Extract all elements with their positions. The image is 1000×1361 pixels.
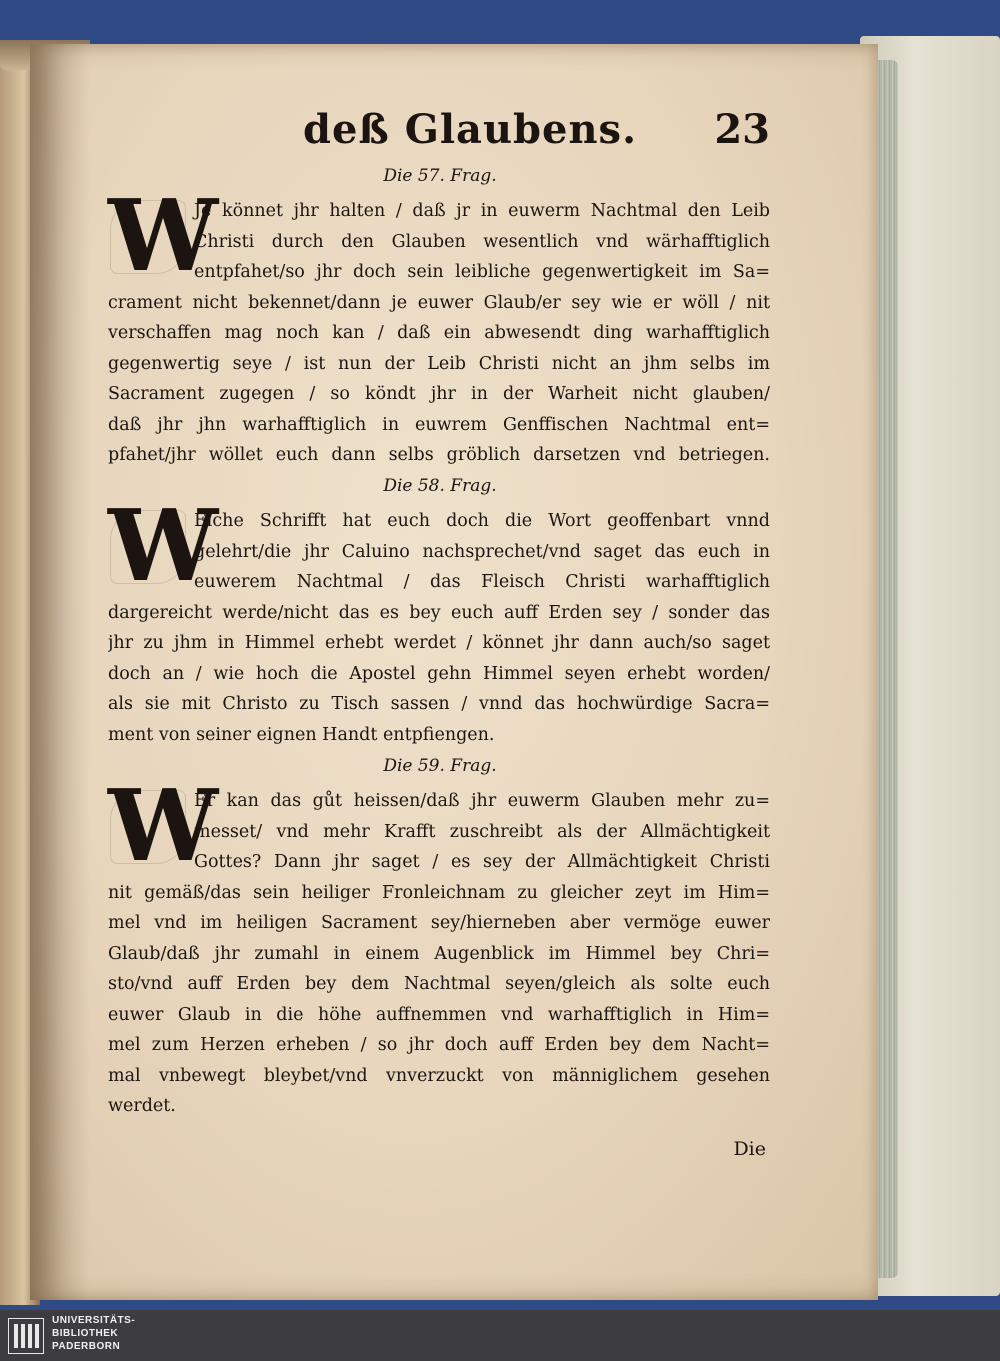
question-heading: Die 58. Frag. [383, 476, 497, 496]
catchword: Die [733, 1138, 766, 1160]
text-line: pfahet/jhr wöllet euch dann selbs gröblich darsetzen vnd betriegen. [108, 445, 770, 465]
text-line: messet/ vnd mehr Krafft zuschreibt als der Allmächtigkeit [194, 821, 770, 842]
text-line: Gottes? Dann jhr saget / es sey der Allmächtigkeit Christi [194, 852, 770, 872]
text-line: sto/vnd auff Erden bey dem Nachtmal seyen/gleich als solte euch [108, 974, 770, 994]
text-line: nit gemäß/das sein heiliger Fronleichnam zu gleicher zeyt im Him= [108, 882, 770, 903]
question-heading: Die 59. Frag. [383, 756, 497, 776]
text-line: entpfahet/so jhr doch sein leibliche gegenwertigkeit im Sa= [194, 262, 770, 282]
question-paragraph [108, 769, 770, 1122]
text-line: werdet. [108, 1096, 176, 1116]
text-line: Je könnet jhr halten / daß jr in euwerm Nachtmal den Leib [194, 201, 770, 221]
text-line: mel vnd im heiligen Sacrament sey/hierneben aber vermöge euwer [108, 913, 770, 933]
text-line: Glaub/daß jhr zumahl in einem Augenblick im Himmel bey Chri= [108, 943, 770, 964]
text-line: euwer Glaub in die höhe auffnemmen vnd warhafftiglich in Him= [108, 1004, 770, 1025]
logo-line: PADERBORN [52, 1341, 121, 1352]
question-paragraph [108, 179, 770, 471]
text-line: mal vnbewegt bleybet/vnd vnverzuckt von männiglichem gesehen [108, 1065, 770, 1086]
text-line: ment von seiner eignen Handt entpfiengen. [108, 724, 495, 745]
text-line: verschaffen mag noch kan / daß ein abwesendt ding warhafftiglich [108, 323, 770, 343]
page-number: 23 [714, 106, 770, 153]
text-line: jhr zu jhm in Himmel erhebt werdet / könnet jhr dann auch/so saget [108, 633, 770, 653]
drop-cap-initial: W [108, 769, 219, 884]
text-line: gelehrt/die jhr Caluino nachsprechet/vnd saget das euch in [194, 541, 770, 562]
text-line: als sie mit Christo zu Tisch sassen / vnnd das hochwürdige Sacra= [108, 694, 770, 714]
text-line: crament nicht bekennet/dann je euwer Glaub/er sey wie er wöll / nit [108, 292, 770, 313]
text-line: dargereicht werde/nicht das es bey euch auff Erden sey / sonder das [108, 602, 770, 623]
drop-cap-initial: W [108, 489, 219, 604]
drop-cap-initial: W [108, 179, 219, 294]
question-paragraph [108, 489, 770, 750]
text-line: euwerem Nachtmal / das Fleisch Christi warhafftiglich [194, 572, 770, 592]
library-logo-text [52, 1314, 172, 1353]
gutter-shadow [30, 44, 90, 1300]
text-line: daß jhr jhn warhafftiglich in euwrem Genffischen Nachtmal ent= [108, 414, 770, 435]
running-head: deß Glaubens. [302, 106, 638, 153]
logo-line: BIBLIOTHEK [52, 1328, 119, 1339]
text-line: Er kan das gůt heissen/daß jhr euwerm Glauben mehr zu= [194, 791, 770, 811]
text-line: Christi durch den Glauben wesentlich vnd wärhafftiglich [194, 231, 770, 252]
logo-line: UNIVERSITÄTS- [52, 1315, 136, 1326]
question-heading: Die 57. Frag. [383, 166, 497, 186]
library-logo-icon [8, 1318, 44, 1354]
text-line: doch an / wie hoch die Apostel gehn Himmel seyen erhebt worden/ [108, 663, 770, 684]
text-line: mel zum Herzen erheben / so jhr doch auff Erden bey dem Nacht= [108, 1035, 770, 1055]
text-line: Sacrament zugegen / so köndt jhr in der Warheit nicht glauben/ [108, 384, 770, 404]
text-line: gegenwertig seye / ist nun der Leib Christi nicht an jhm selbs im [108, 353, 770, 374]
text-line: Elche Schrifft hat euch doch die Wort geoffenbart vnnd [194, 511, 770, 531]
